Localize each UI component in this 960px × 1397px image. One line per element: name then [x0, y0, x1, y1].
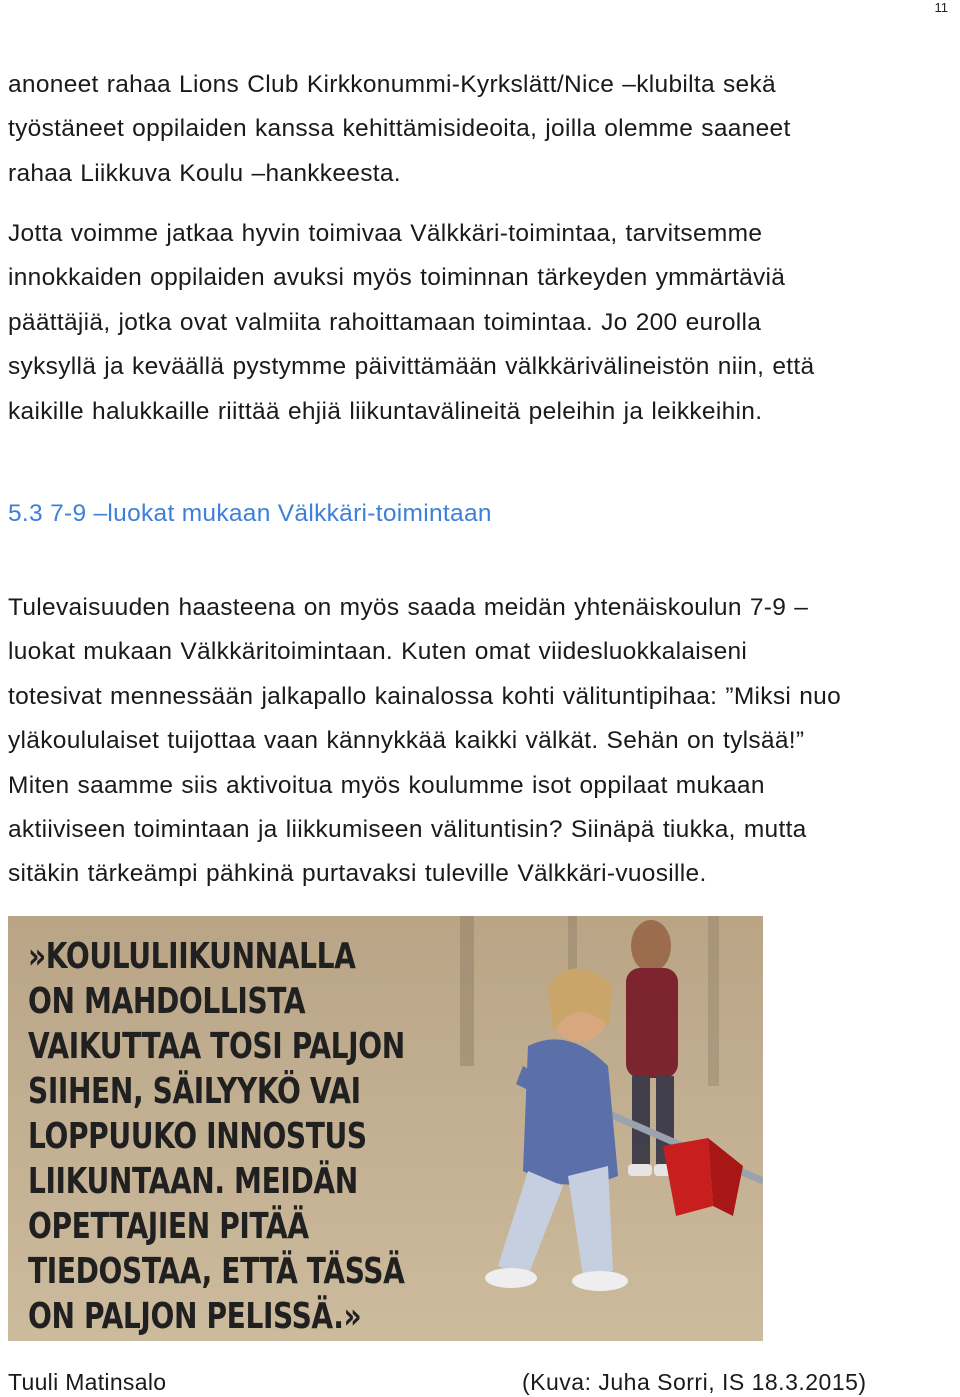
- quote-photo: [8, 916, 763, 1341]
- quote-line: SIIHEN, SÄILYYKÖ VAI: [28, 1071, 361, 1112]
- text-line: päättäjiä, jotka ovat valmiita rahoittamaan toimintaa. Jo 200 eurolla: [8, 308, 762, 336]
- text-line: Miten saamme siis aktivoitua myös koulumme isot oppilaat mukaan: [8, 771, 765, 799]
- caption-photo-credit: (Kuva: Juha Sorri, IS 18.3.2015): [522, 1369, 867, 1395]
- quote-line: OPETTAJIEN PITÄÄ: [28, 1206, 309, 1247]
- quote-line: ON MAHDOLLISTA: [28, 981, 306, 1022]
- quote-line: »KOULULIIKUNNALLA: [28, 936, 356, 977]
- text-line: työstäneet oppilaiden kanssa kehittämisideoita, joilla olemme saaneet: [8, 115, 791, 143]
- text-line: Jotta voimme jatkaa hyvin toimivaa Välkkäri-toimintaa, tarvitsemme: [8, 220, 763, 247]
- text-line: aktiiviseen toimintaan ja liikkumiseen välituntisin? Siinäpä tiukka, mutta: [8, 816, 807, 844]
- text-line: Tulevaisuuden haasteena on myös saada meidän yhtenäiskoulun 7-9 –: [8, 594, 809, 621]
- paragraph-continuation: [8, 212, 956, 434]
- section-heading: 5.3 7-9 –luokat mukaan Välkkäri-toimintaan: [8, 500, 492, 527]
- text-line: innokkaiden oppilaiden avuksi myös toiminnan tärkeyden ymmärtäviä: [8, 264, 786, 292]
- quote-line: LIIKUNTAAN. MEIDÄN: [28, 1161, 358, 1202]
- text-line: anoneet rahaa Lions Club Kirkkonummi-Kyrkslätt/Nice –klubilta sekä: [8, 71, 776, 98]
- quote-line: TIEDOSTAA, ETTÄ TÄSSÄ: [28, 1251, 405, 1292]
- quote-line: ON PALJON PELISSÄ.»: [28, 1296, 362, 1337]
- page-number: 11: [934, 0, 948, 15]
- text-line: kaikille halukkaille riittää ehjiä liikuntavälineitä peleihin ja leikkeihin.: [8, 397, 763, 425]
- pull-quote: [28, 934, 434, 1339]
- paragraph-funding: [8, 63, 956, 196]
- text-line: syksyllä ja keväällä pystymme päivittämään välkkärivälineistön niin, että: [8, 353, 815, 381]
- text-line: luokat mukaan Välkkäritoimintaan. Kuten omat viidesluokkalaiseni: [8, 638, 748, 666]
- text-line: yläkoululaiset tuijottaa vaan kännykkää kaikki välkät. Sehän on tylsää!”: [8, 727, 805, 755]
- paragraph-future: [8, 586, 956, 897]
- text-line: sitäkin tärkeämpi pähkinä purtavaksi tuleville Välkkäri-vuosille.: [8, 860, 707, 888]
- caption-author: Tuuli Matinsalo: [8, 1369, 167, 1395]
- text-line: rahaa Liikkuva Koulu –hankkeesta.: [8, 159, 401, 187]
- quote-line: VAIKUTTAA TOSI PALJON: [28, 1026, 405, 1067]
- text-line: totesivat mennessään jalkapallo kainalossa kohti välituntipihaa: ”Miksi nuo: [8, 682, 841, 710]
- quote-line: LOPPUUKO INNOSTUS: [28, 1116, 367, 1157]
